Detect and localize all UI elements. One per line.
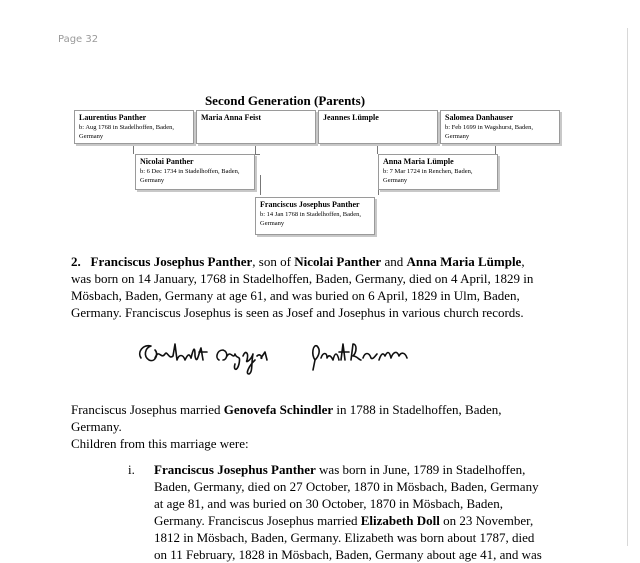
biography-paragraph [71,253,591,321]
person-name: Franciscus Josephus Panther [260,200,360,209]
person-name: Maria Anna Feist [201,113,261,122]
child-line: Franciscus Josephus Panther was born in June, 1789 in Stadelhoffen, [154,462,526,477]
person-box-franciscus-josephus-panther [255,197,375,235]
father-name: Nicolai Panther [294,254,382,269]
handwritten-signature-image [135,330,425,380]
connector-line [495,144,496,154]
person-box-laurentius-panther [74,110,194,144]
connector-line [260,175,261,195]
person-name: Laurentius Panther [79,113,147,122]
marriage-line: Germany. [71,419,122,434]
person-name: Nicolai Panther [140,157,194,166]
person-box-salomea-danhauser [440,110,560,144]
person-name: Salomea Danhauser [445,113,514,122]
person-detail: b: 6 Dec 1734 in Stadelhoffen, Baden, Germany [140,168,240,184]
spouse-name: Genovefa Schindler [223,402,334,417]
page-number: Page 32 [58,34,99,45]
person-name: Jeannes Lümple [323,113,379,122]
person-box-nicolai-panther [135,154,255,190]
child-list-marker: i. [128,462,135,477]
person-detail: b: 14 Jan 1768 in Stadelhoffen, Baden, Germany [260,211,361,227]
subject-name: Franciscus Josephus Panther [90,254,253,269]
child-spouse-name: Elizabeth Doll [360,513,440,528]
person-box-anna-maria-lumple [378,154,498,190]
mother-name: Anna Maria Lümple [406,254,522,269]
marriage-line: Franciscus Josephus married Genovefa Schindler in 1788 in Stadelhoffen, Baden, [71,402,502,417]
entry-number: 2. [71,254,81,269]
child-name: Franciscus Josephus Panther [154,462,316,477]
child-entry [154,461,624,563]
biography-line: Germany. Franciscus Josephus is seen as Josef and Josephus in various church records. [71,305,524,320]
child-line: 1812 in Mösbach, Baden, Germany. Elizabeth was born about 1787, died [154,530,535,545]
person-box-maria-anna-feist [196,110,316,144]
children-heading: Children from this marriage were: [71,436,249,451]
connector-line [133,144,134,154]
connector-line [255,144,256,154]
child-line: on 11 February, 1828 in Mösbach, Baden, Germany about age 41, and was [154,547,542,562]
connector-line [377,144,378,154]
person-name: Anna Maria Lümple [383,157,454,166]
child-line: Baden, Germany, died on 27 October, 1870 in Mösbach, Baden, Germany [154,479,539,494]
person-detail: b: Feb 1699 in Wagshurst, Baden, Germany [445,124,534,140]
pedigree-chart-title: Second Generation (Parents) [204,93,366,108]
person-box-jeannes-lumple [318,110,438,144]
page-edge-divider [627,28,628,546]
biography-line: Mösbach, Baden, Germany at age 61, and was buried on 6 April, 1829 in Ulm, Baden, [71,288,520,303]
biography-line: was born on 14 January, 1768 in Stadelhoffen, Baden, Germany, died on 4 April, 1829 in [71,271,534,286]
person-detail: b: Aug 1768 in Stadelhoffen, Baden, Germany [79,124,175,140]
marriage-paragraph [71,401,591,452]
child-line: Germany. Franciscus Josephus married Elizabeth Doll on 23 November, [154,513,534,528]
child-line: at age 81, and was buried on 30 October, 1870 in Mösbach, Baden, [154,496,503,511]
biography-line: 2. Franciscus Josephus Panther, son of Nicolai Panther and Anna Maria Lümple, [71,254,525,269]
connector-line [255,154,260,155]
person-detail: b: 7 Mar 1724 in Renchen, Baden, Germany [383,168,473,184]
